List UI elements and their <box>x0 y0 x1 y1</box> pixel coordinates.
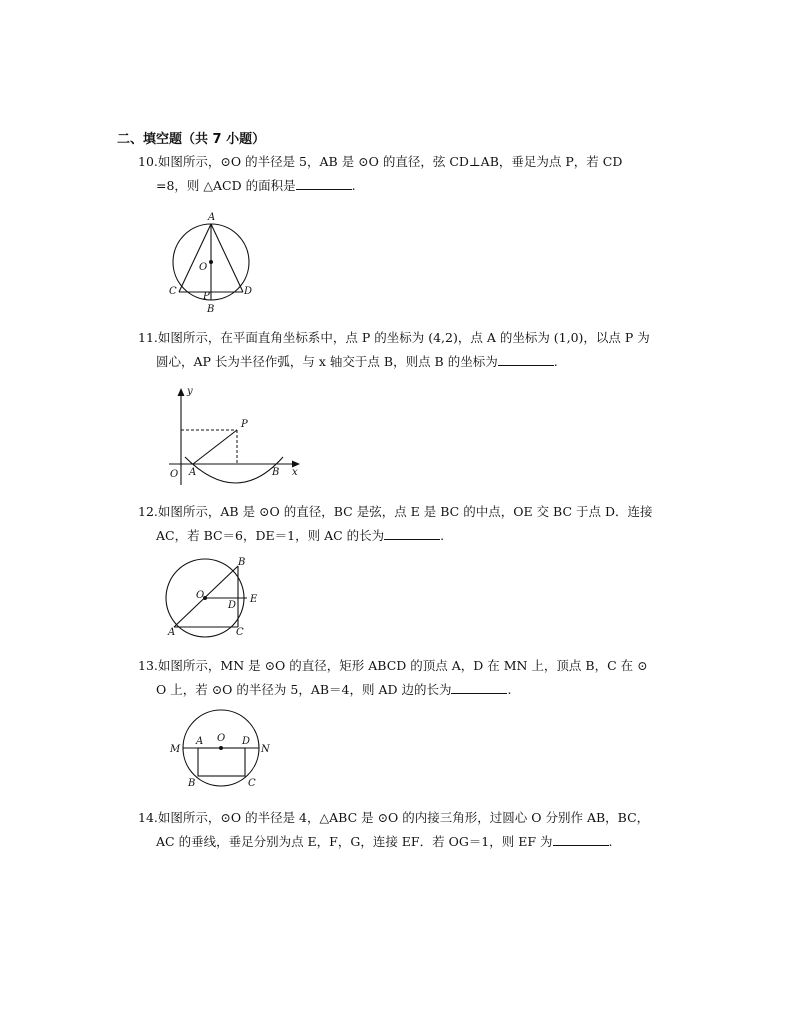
label-d: D <box>228 600 237 611</box>
center-point <box>219 746 223 750</box>
label-b: B <box>188 778 196 789</box>
figure-q10-circle <box>165 210 265 320</box>
question-10: 10.如图所示，⊙O 的半径是 5，AB 是 ⊙O 的直径，弦 CD⊥AB，垂足为点 P，若 CD =8，则 △ACD 的面积是 . <box>138 150 698 198</box>
question-text-line2: 圆心，AP 长为半径作弧，与 x 轴交于点 B，则点 B 的坐标为 <box>156 354 498 369</box>
label-b: B <box>238 557 246 568</box>
center-point <box>209 260 213 264</box>
section-title: 二、填空题（共 7 小题） <box>117 132 266 147</box>
label-a: A <box>208 212 216 223</box>
label-n: N <box>261 744 270 755</box>
question-11: 11.如图所示，在平面直角坐标系中，点 P 的坐标为 (4,2)，点 A 的坐标为 (1,0)，以点 P 为 圆心，AP 长为半径作弧，与 x 轴交于点 B，则点 B 的坐标为 . <box>138 326 698 374</box>
label-c: C <box>248 778 256 789</box>
answer-blank[interactable] <box>296 177 352 190</box>
question-text-line1: 如图所示，⊙O 的半径是 4，△ABC 是 ⊙O 的内接三角形，过圆心 O 分别作 AB，BC， <box>157 810 650 825</box>
label-c: C <box>236 627 244 638</box>
label-b: B <box>272 467 280 478</box>
question-text-line1: 如图所示，⊙O 的半径是 5，AB 是 ⊙O 的直径，弦 CD⊥AB，垂足为点 P，若 CD <box>157 154 623 169</box>
rectangle-abcd <box>198 748 245 776</box>
question-number: 11. <box>138 330 158 345</box>
question-text-line2: AC 的垂线，垂足分别为点 E，F，G，连接 EF．若 OG＝1，则 EF 为 <box>156 834 553 849</box>
label-o: O <box>217 733 226 744</box>
label-d: D <box>242 736 251 747</box>
label-c: C <box>169 286 177 297</box>
question-number: 12. <box>138 504 158 519</box>
figure-q12-circle <box>162 555 272 645</box>
label-e: E <box>250 594 258 605</box>
question-13: 13.如图所示，MN 是 ⊙O 的直径，矩形 ABCD 的顶点 A，D 在 MN 上，顶点 B，C 在 ⊙ O 上，若 ⊙O 的半径为 5，AB＝4，则 AD 边的长为 . <box>138 654 698 702</box>
answer-blank[interactable] <box>553 833 609 846</box>
answer-blank[interactable] <box>384 527 440 540</box>
question-number: 10. <box>138 154 158 169</box>
label-o: O <box>199 262 208 273</box>
question-14: 14.如图所示，⊙O 的半径是 4，△ABC 是 ⊙O 的内接三角形，过圆心 O 分别作 AB，BC， AC 的垂线，垂足分别为点 E，F，G，连接 EF．若 OG＝1，则 EF 为 . <box>138 806 698 854</box>
label-d: D <box>244 286 253 297</box>
label-p: P <box>241 419 248 430</box>
arc <box>185 457 283 483</box>
question-number: 13. <box>138 658 158 673</box>
label-m: M <box>170 744 181 755</box>
label-o: O <box>196 590 205 601</box>
question-text-line2: O 上，若 ⊙O 的半径为 5，AB＝4，则 AD 边的长为 <box>156 682 452 697</box>
question-12: 12.如图所示，AB 是 ⊙O 的直径，BC 是弦，点 E 是 BC 的中点，OE 交 BC 于点 D．连接 AC，若 BC＝6，DE＝1，则 AC 的长为 . <box>138 500 698 548</box>
label-a: A <box>196 736 204 747</box>
answer-blank[interactable] <box>451 681 507 694</box>
question-text-line1: 如图所示，在平面直角坐标系中，点 P 的坐标为 (4,2)，点 A 的坐标为 (1,0)，以点 P 为 <box>157 330 650 345</box>
label-o: O <box>170 469 179 480</box>
label-a: A <box>168 627 176 638</box>
label-b: B <box>207 304 215 315</box>
figure-q11-coordinate <box>165 385 310 490</box>
question-text-line1: 如图所示，AB 是 ⊙O 的直径，BC 是弦，点 E 是 BC 的中点，OE 交 BC 于点 D．连接 <box>157 504 653 519</box>
question-text-line1: 如图所示，MN 是 ⊙O 的直径，矩形 ABCD 的顶点 A，D 在 MN 上，顶点 B，C 在 ⊙ <box>157 658 648 673</box>
question-text-line2: AC，若 BC＝6，DE＝1，则 AC 的长为 <box>156 528 385 543</box>
label-x: x <box>292 467 298 478</box>
answer-blank[interactable] <box>498 353 554 366</box>
label-y: y <box>187 386 193 397</box>
question-text-line2: =8，则 △ACD 的面积是 <box>156 178 296 193</box>
figure-q13-circle <box>168 708 278 793</box>
question-number: 14. <box>138 810 158 825</box>
label-a: A <box>189 467 197 478</box>
label-p: P <box>203 291 210 302</box>
